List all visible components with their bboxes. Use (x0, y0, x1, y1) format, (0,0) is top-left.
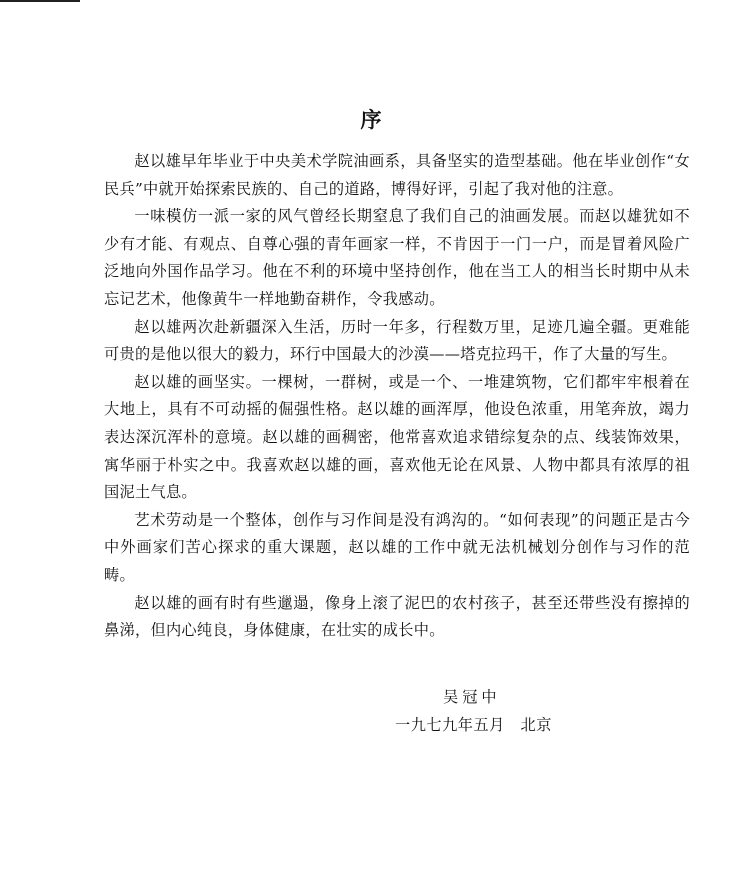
preface-body (104, 148, 690, 645)
paragraph-1: 赵以雄早年毕业于中央美术学院油画系，具备坚实的造型基础。他在毕业创作“女民兵”中就开始探索民族的、自己的道路，博得好评，引起了我对他的注意。 (104, 152, 690, 198)
top-edge-rule (0, 0, 80, 2)
date-place: 一九七九年五月 北京 (395, 716, 552, 734)
paragraph-5: 艺术劳动是一个整体，创作与习作间是没有鸿沟的。“如何表现”的问题正是古今中外画家们苦心探求的重大课题，赵以雄的工作中就无法机械划分创作与习作的范畴。 (104, 510, 690, 584)
author-name: 吴冠中 (443, 688, 501, 706)
page-title: 序 (360, 107, 384, 132)
signature-block (395, 683, 615, 739)
paragraph-3: 赵以雄两次赴新疆深入生活，历时一年多，行程数万里，足迹几遍全疆。更难能可贵的是他以很大的毅力，环行中国最大的沙漠——塔克拉玛干，作了大量的写生。 (104, 317, 690, 364)
paragraph-2: 一味模仿一派一家的风气曾经长期窒息了我们自己的油画发展。而赵以雄犹如不少有才能、有观点、自尊心强的青年画家一样，不肯因于一门一户，而是冒着风险广泛地向外国作品学习。他在不利的环境中坚持创作，他在当工人的相当长时期中从未忘记艺术，他像黄牛一样地勤奋耕作，令我感动。 (104, 207, 690, 308)
paragraph-6: 赵以雄的画有时有些邋遢，像身上滚了泥巴的农村孩子，甚至还带些没有擦掉的鼻涕，但内心纯良，身体健康，在壮实的成长中。 (104, 593, 690, 640)
paragraph-4: 赵以雄的画坚实。一棵树，一群树，或是一个、一堆建筑物，它们都牢牢根着在大地上，具有不可动摇的倔强性格。赵以雄的画浑厚，他设色浓重，用笔奔放，竭力表达深沉浑朴的意境。赵以雄的画稠密，他常喜欢追求错综复杂的点、线装饰效果，寓华丽于朴实之中。我喜欢赵以雄的画，喜欢他无论在风景、人物中都具有浓厚的祖国泥土气息。 (104, 372, 690, 502)
